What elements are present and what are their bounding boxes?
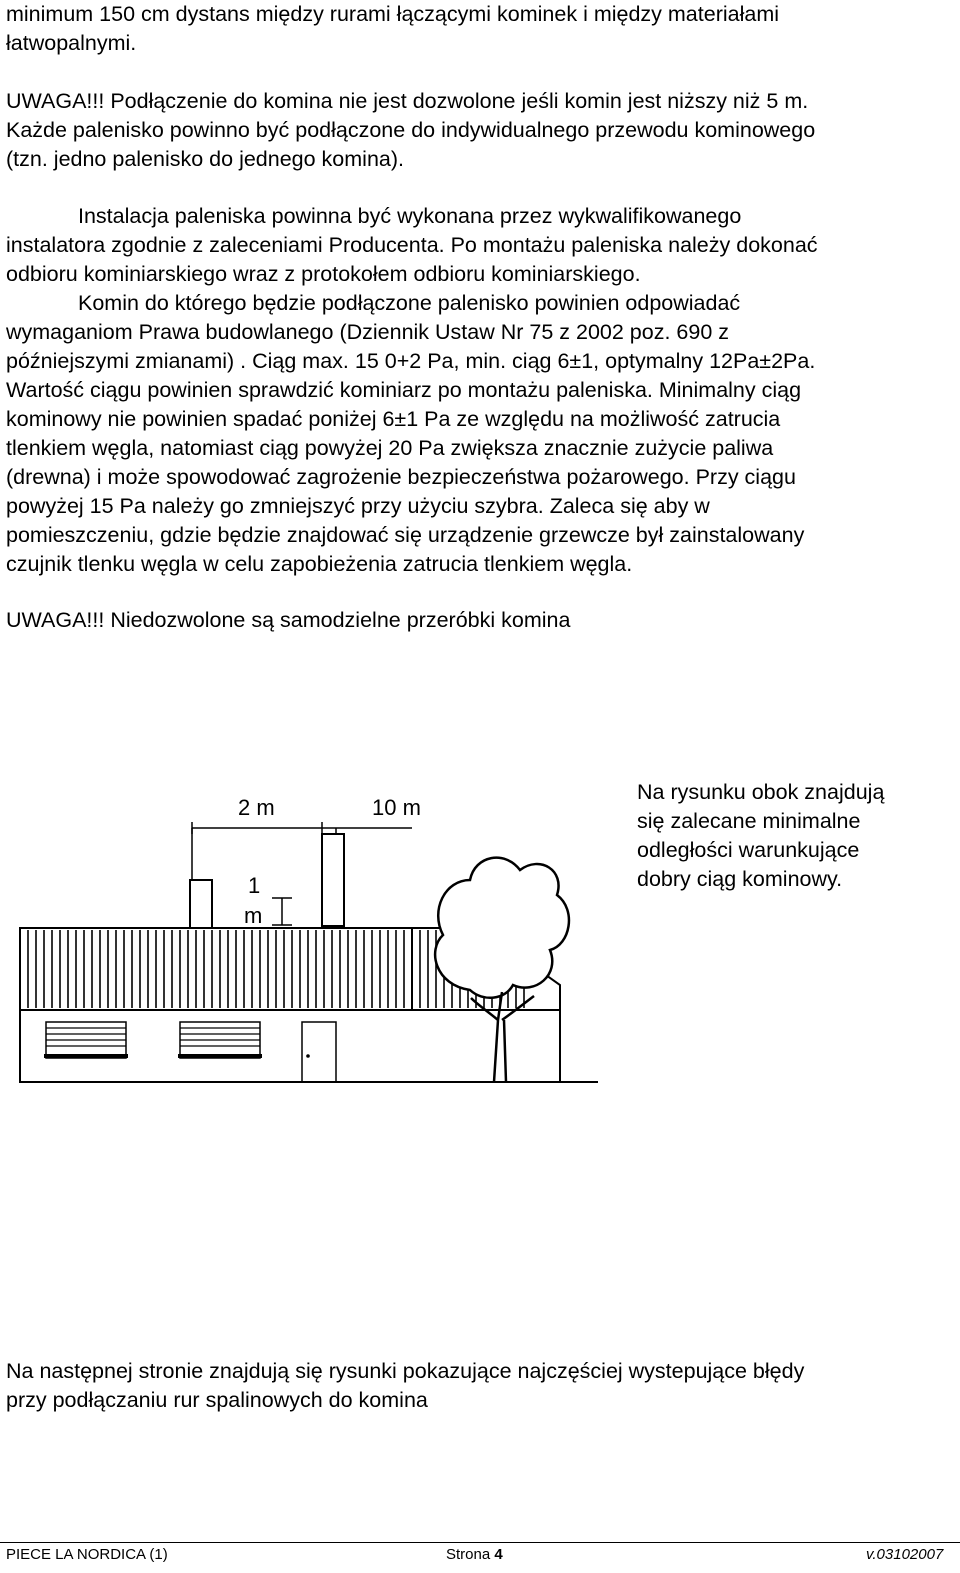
paragraph-installation xyxy=(6,202,818,289)
text-line: pomieszczeniu, gdzie będzie znajdować się urządzenie grzewcze był zainstalowany xyxy=(6,523,805,547)
label-m: m xyxy=(244,903,263,928)
footer-page-number xyxy=(446,1546,503,1564)
text-line: Każde palenisko powinno być podłączone do indywidualnego przewodu kominowego xyxy=(6,118,816,142)
page-number: 4 xyxy=(494,1546,503,1563)
label-2m: 2 m xyxy=(238,795,275,820)
text-line: późniejszymi zmianami) . Ciąg max. 15 0+2 Pa, min. ciąg 6±1, optymalny 12Pa±2Pa. xyxy=(6,349,816,373)
text-line: instalatora zgodnie z zaleceniami Producenta. Po montażu paleniska należy dokonać xyxy=(6,233,818,257)
text-line: tlenkiem węgla, natomiast ciąg powyżej 20 Pa zwiększa znacznie zużycie paliwa xyxy=(6,436,774,460)
text-line: Komin do którego będzie podłączone palenisko powinien odpowiadać xyxy=(78,291,741,315)
text-line: czujnik tlenku węgla w celu zapobieżenia zatrucia tlenkiem węgla. xyxy=(6,552,633,576)
text-line: Instalacja paleniska powinna być wykonana przez wykwalifikowanego xyxy=(78,204,742,228)
text-line: Na następnej stronie znajdują się rysunki pokazujące najczęściej wystepujące błędy xyxy=(6,1359,805,1383)
text-line: powyżej 15 Pa należy go zmniejszyć przy użyciu szybra. Zaleca się aby w xyxy=(6,494,710,518)
text-line: (tzn. jedno palenisko do jednego komina). xyxy=(6,147,405,171)
figure-caption xyxy=(637,778,884,894)
text-line: UWAGA!!! Niedozwolone są samodzielne przeróbki komina xyxy=(6,608,571,632)
paragraph-warning-chimney-height xyxy=(6,87,815,174)
paragraph-clearance xyxy=(6,0,779,58)
text-line: kominowy nie powinien spadać poniżej 6±1 Pa ze względu na możliwość zatrucia xyxy=(6,407,781,431)
text-line: się zalecane minimalne xyxy=(637,809,861,833)
text-line: (drewna) i może spowodować zagrożenie bezpieczeństwa pożarowego. Przy ciągu xyxy=(6,465,796,489)
text-line: przy podłączaniu rur spalinowych do komina xyxy=(6,1388,428,1412)
text-line: minimum 150 cm dystans między rurami łączącymi kominek i między materiałami xyxy=(6,2,780,26)
footer-version: v.03102007 xyxy=(866,1546,944,1563)
footer-divider xyxy=(0,1542,960,1543)
paragraph-chimney-draft xyxy=(6,289,815,579)
text-line: dobry ciąg kominowy. xyxy=(637,867,843,891)
page-label: Strona xyxy=(446,1546,491,1563)
text-line: łatwopalnymi. xyxy=(6,31,137,55)
paragraph-warning-modifications xyxy=(6,606,570,635)
text-line: odległości warunkujące xyxy=(637,838,860,862)
label-10m: 10 m xyxy=(372,795,421,820)
paragraph-next-page-note xyxy=(6,1357,804,1415)
text-line: Wartość ciągu powinien sprawdzić kominiarz po montażu paleniska. Minimalny ciąg xyxy=(6,378,802,402)
label-1: 1 xyxy=(248,873,261,898)
text-line: UWAGA!!! Podłączenie do komina nie jest dozwolone jeśli komin jest niższy niż 5 m. xyxy=(6,89,809,113)
text-line: Na rysunku obok znajdują xyxy=(637,780,885,804)
footer-document-name: PIECE LA NORDICA (1) xyxy=(6,1546,168,1563)
text-line: wymaganiom Prawa budowlanego (Dziennik Ustaw Nr 75 z 2002 poz. 690 z xyxy=(6,320,730,344)
house-full-figure xyxy=(0,770,620,1090)
text-line: odbioru kominiarskiego wraz z protokołem odbioru kominiarskiego. xyxy=(6,262,641,286)
